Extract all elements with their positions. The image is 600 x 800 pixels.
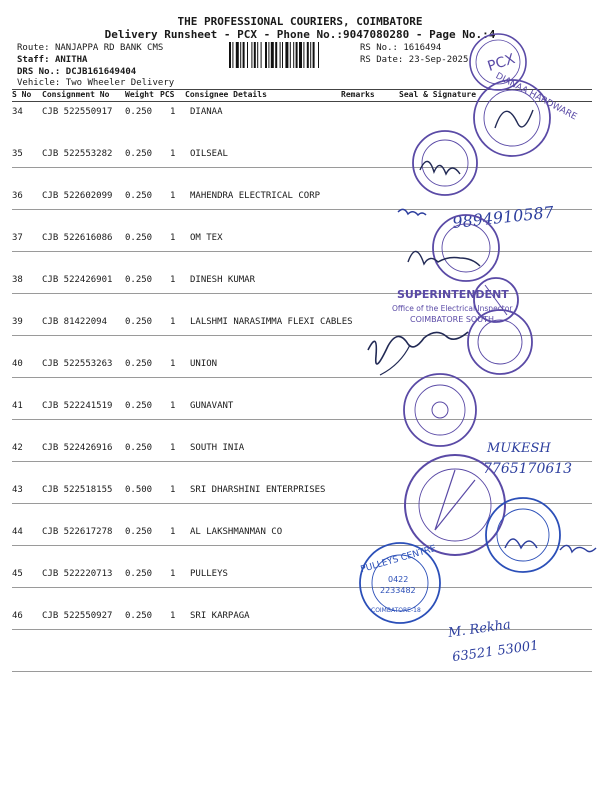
route-value: NANJAPPA RD BANK CMS	[54, 43, 164, 53]
row-consignee: LALSHMI NARASIMMA FLEXI CABLES	[190, 317, 353, 327]
row-consignment: CJB 522616086	[42, 233, 113, 243]
row-pcs: 1	[170, 443, 176, 453]
route-label: Route:	[17, 43, 50, 53]
row-consignment: CJB 522553282	[42, 149, 113, 159]
row-weight: 0.250	[125, 233, 153, 243]
row-weight: 0.250	[125, 527, 153, 537]
barcode-bar	[293, 42, 294, 68]
col-weight: Weight	[125, 90, 154, 99]
row-sno: 44	[12, 527, 23, 537]
row-consignee: UNION	[190, 359, 218, 369]
barcode-bar	[285, 42, 288, 68]
barcode-bar	[271, 42, 274, 68]
barcode-bar	[243, 42, 245, 68]
staff-line	[17, 55, 87, 65]
row-pcs: 1	[170, 317, 176, 327]
row-consignment: CJB 522553263	[42, 359, 113, 369]
row-consignee: GUNAVANT	[190, 401, 234, 411]
row-consignment: CJB 522550917	[42, 107, 113, 117]
row-weight: 0.250	[125, 401, 153, 411]
handwritten-phone-2: 7765170613	[483, 461, 573, 477]
row-sno: 40	[12, 359, 23, 369]
row-consignment: CJB 522220713	[42, 569, 113, 579]
runsheet-title: Delivery Runsheet - PCX - Phone No.:9047080280 - Page No.:4	[104, 28, 496, 41]
row-consignee: PULLEYS	[190, 569, 228, 579]
row-pcs: 1	[170, 401, 176, 411]
company-title: THE PROFESSIONAL COURIERS, COIMBATORE	[177, 15, 423, 28]
rs-date-label: RS Date:	[360, 55, 404, 65]
row-consignee: OM TEX	[190, 233, 223, 243]
row-weight: 0.250	[125, 191, 153, 201]
col-consignment: Consignment No	[42, 90, 110, 99]
row-consignee: SRI KARPAGA	[190, 611, 250, 621]
row-sno: 36	[12, 191, 23, 201]
pulleys-stamp-phone-1: 0422	[388, 575, 409, 584]
superintendent-city: COIMBATORE SOUTH	[410, 315, 494, 324]
row-consignment: CJB 522426901	[42, 275, 113, 285]
drs-line	[17, 67, 136, 77]
vehicle-label: Vehicle:	[17, 78, 61, 88]
barcode-bar	[299, 42, 302, 68]
row-weight: 0.250	[125, 149, 153, 159]
vehicle-value: Two Wheeler Delivery	[65, 78, 175, 88]
row-pcs: 1	[170, 275, 176, 285]
pulleys-stamp-name: PULLEYS CENTRE	[359, 543, 438, 576]
superintendent-office: Office of the Electrical Inspector	[392, 304, 513, 313]
row-weight: 0.250	[125, 569, 153, 579]
staff-label: Staff:	[17, 55, 50, 65]
superintendent-title: SUPERINTENDENT	[397, 288, 509, 301]
row-pcs: 1	[170, 359, 176, 369]
row-consignee: MAHENDRA ELECTRICAL CORP	[190, 191, 321, 201]
handwritten-name-1: MUKESH	[487, 441, 551, 456]
drs-value: DCJB161649404	[65, 67, 137, 77]
barcode-bar	[318, 42, 319, 68]
col-pcs: PCS	[160, 90, 175, 99]
row-sno: 37	[12, 233, 23, 243]
barcode-bar	[310, 42, 311, 68]
barcode-bar	[251, 42, 252, 68]
barcode-bar	[236, 42, 239, 68]
row-sno: 41	[12, 401, 23, 411]
row-consignment: CJB 522617278	[42, 527, 113, 537]
row-consignee: SOUTH INIA	[190, 443, 245, 453]
row-consignee: OILSEAL	[190, 149, 228, 159]
row-weight: 0.250	[125, 317, 153, 327]
barcode-bar	[240, 42, 241, 68]
staff-value: ANITHA	[54, 55, 88, 65]
barcode-bar	[229, 42, 231, 68]
row-sno: 39	[12, 317, 23, 327]
barcode-bar	[261, 42, 262, 68]
col-seal: Seal & Signature	[399, 90, 477, 99]
barcode-bar	[232, 42, 233, 68]
handwritten-phone-1: 9894910587	[451, 202, 555, 233]
row-weight: 0.500	[125, 485, 153, 495]
row-consignee: AL LAKSHMANMAN CO	[190, 527, 283, 537]
row-consignment: CJB 81422094	[42, 317, 108, 327]
table-row	[12, 611, 592, 675]
row-pcs: 1	[170, 107, 176, 117]
barcode-bar	[265, 42, 267, 68]
rs-no-line	[360, 43, 441, 53]
table-header-rule	[12, 101, 592, 102]
row-consignment: CJB 522602099	[42, 191, 113, 201]
row-pcs: 1	[170, 569, 176, 579]
row-pcs: 1	[170, 527, 176, 537]
row-pcs: 1	[170, 233, 176, 243]
row-sno: 43	[12, 485, 23, 495]
row-consignment: CJB 522241519	[42, 401, 113, 411]
drs-label: DRS No.:	[17, 67, 61, 77]
rs-date-value: 23-Sep-2025	[408, 55, 469, 65]
barcode-bar	[303, 42, 304, 68]
row-sno: 38	[12, 275, 23, 285]
row-sno: 34	[12, 107, 23, 117]
barcode-bar	[290, 42, 291, 68]
col-consignee: Consignee Details	[185, 90, 267, 99]
col-sno: S No	[12, 90, 32, 99]
barcode-bar	[257, 42, 258, 68]
pcx-stamp	[470, 34, 526, 90]
row-weight: 0.250	[125, 275, 153, 285]
vehicle-line	[17, 78, 174, 88]
barcode-bar	[313, 42, 315, 68]
table-header	[12, 89, 592, 101]
dianaa-stamp-text: DIANAA HARDWARE	[493, 71, 579, 123]
row-consignee: DINESH KUMAR	[190, 275, 256, 285]
route-line	[17, 43, 163, 53]
row-consignment: CJB 522518155	[42, 485, 113, 495]
row-sno: 45	[12, 569, 23, 579]
pulleys-stamp-city: COIMBATORE-18	[371, 607, 421, 614]
rs-date-line	[360, 55, 468, 65]
barcode-bar	[282, 42, 283, 68]
row-pcs: 1	[170, 611, 176, 621]
row-weight: 0.250	[125, 107, 153, 117]
barcode-bar	[275, 42, 277, 68]
col-remarks: Remarks	[341, 90, 375, 99]
row-sno: 42	[12, 443, 23, 453]
barcode-bar	[254, 42, 256, 68]
barcode-bar	[247, 42, 248, 68]
pcx-stamp-text: PCX	[485, 51, 518, 75]
barcode-bar	[280, 42, 281, 68]
row-pcs: 1	[170, 485, 176, 495]
row-pcs: 1	[170, 191, 176, 201]
row-weight: 0.250	[125, 611, 153, 621]
row-pcs: 1	[170, 149, 176, 159]
rs-no-value: 1616494	[403, 43, 442, 53]
barcode	[229, 42, 357, 68]
row-consignee: DIANAA	[190, 107, 223, 117]
barcode-bar	[307, 42, 309, 68]
barcode-bar	[296, 42, 298, 68]
handwritten-phone-3: 63521 53001	[451, 638, 540, 666]
row-weight: 0.250	[125, 359, 153, 369]
row-divider	[12, 671, 592, 672]
barcode-bar	[268, 42, 269, 68]
pulleys-stamp-phone-2: 2233482	[380, 586, 416, 595]
handwritten-name-2: M. Rekha	[447, 617, 512, 641]
row-sno: 46	[12, 611, 23, 621]
row-weight: 0.250	[125, 443, 153, 453]
row-consignment: CJB 522426916	[42, 443, 113, 453]
rs-no-label: RS No.:	[360, 43, 398, 53]
row-sno: 35	[12, 149, 23, 159]
row-consignee: SRI DHARSHINI ENTERPRISES	[190, 485, 326, 495]
row-consignment: CJB 522550927	[42, 611, 113, 621]
